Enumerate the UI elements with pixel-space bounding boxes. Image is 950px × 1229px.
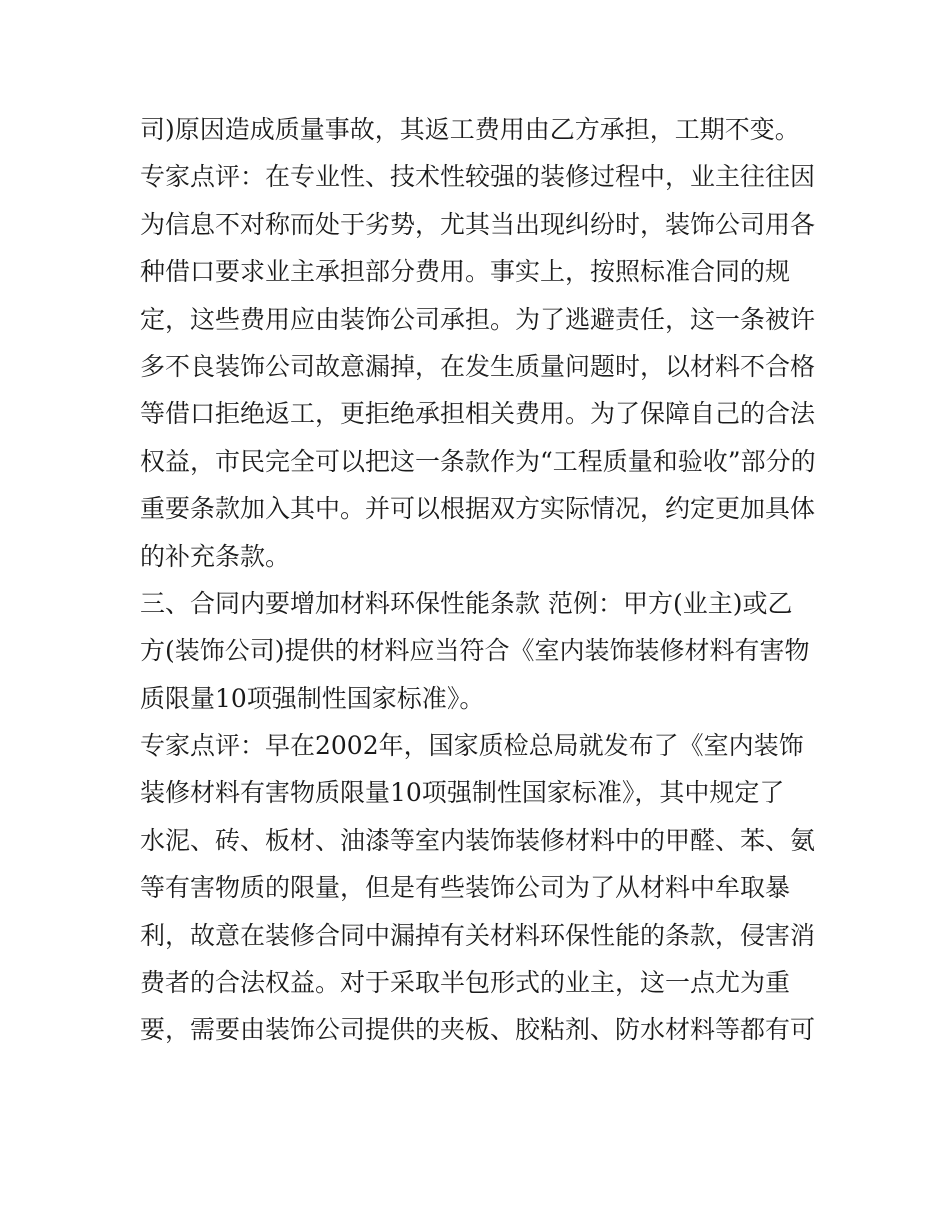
text-line: 种借口要求业主承担部分费用。事实上，按照标准合同的规 <box>140 257 791 287</box>
text-line: 费者的合法权益。对于采取半包形式的业主，这一点尤为重 <box>140 968 791 998</box>
text-line: 为信息不对称而处于劣势，尤其当出现纠纷时，装饰公司用各 <box>140 209 816 239</box>
text-line: 水泥、砖、板材、油漆等室内装饰装修材料中的甲醛、苯、氨 <box>140 825 816 855</box>
text-line: 多不良装饰公司故意漏掉，在发生质量问题时，以材料不合格 <box>140 351 816 381</box>
text-line: 司)原因造成质量事故，其返工费用由乙方承担，工期不变。 <box>140 115 800 144</box>
text-line: 定，这些费用应由装饰公司承担。为了逃避责任，这一条被许 <box>140 304 816 334</box>
text-line: 方(装饰公司)提供的材料应当符合《室内装饰装修材料有害物 <box>140 636 810 666</box>
text-line: 等有害物质的限量，但是有些装饰公司为了从材料中牟取暴 <box>140 873 791 903</box>
text-line: 重要条款加入其中。并可以根据双方实际情况，约定更加具体 <box>140 494 816 524</box>
text-line: 利，故意在装修合同中漏掉有关材料环保性能的条款，侵害消 <box>140 920 816 950</box>
text-line: 质限量10项强制性国家标准》。 <box>140 683 485 713</box>
text-line: 权益，市民完全可以把这一条款作为“工程质量和验收”部分的 <box>140 446 816 476</box>
text-line: 要，需要由装饰公司提供的夹板、胶粘剂、防水材料等都有可 <box>140 1015 816 1045</box>
text-line: 专家点评：早在2002年，国家质检总局就发布了《室内装饰 <box>140 731 804 761</box>
text-line: 专家点评：在专业性、技术性较强的装修过程中，业主往往因 <box>140 162 816 192</box>
section-heading-line: 三、合同内要增加材料环保性能条款 范例：甲方(业主)或乙 <box>140 588 793 618</box>
text-line: 的补充条款。 <box>140 541 291 571</box>
text-line: 等借口拒绝返工，更拒绝承担相关费用。为了保障自己的合法 <box>140 399 816 429</box>
document-body <box>140 106 820 1054</box>
text-line: 装修材料有害物质限量10项强制性国家标准》，其中规定了 <box>140 778 785 808</box>
